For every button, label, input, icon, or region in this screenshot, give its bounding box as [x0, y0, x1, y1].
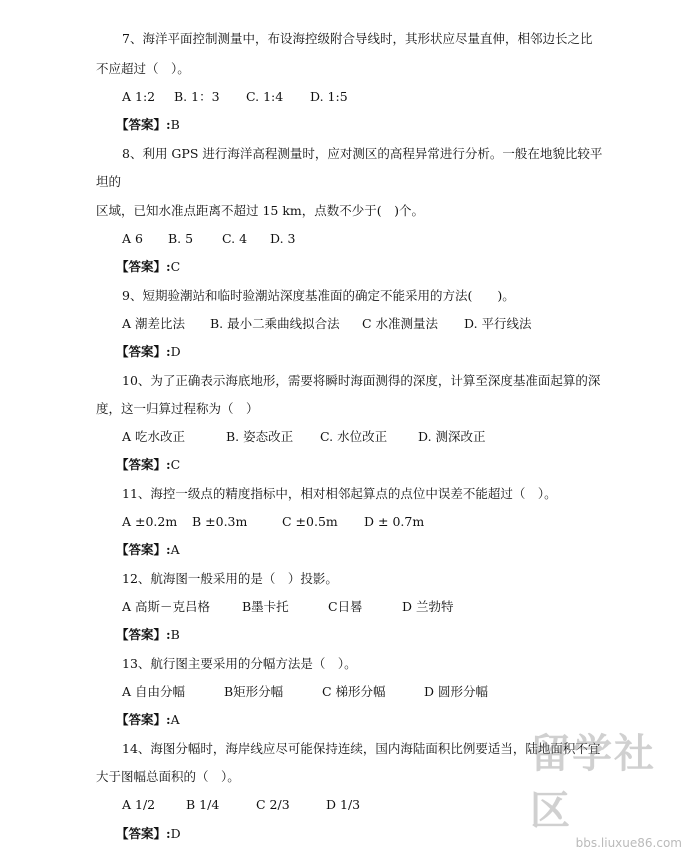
question-10-line-2: 度，这一归算过程称为（ ）: [96, 401, 259, 416]
option-d: D. 平行线法: [464, 316, 532, 331]
option-b: B. 1：3: [174, 89, 220, 104]
watermark-url: bbs.liuxue86.com: [575, 836, 682, 850]
answer-value: C: [170, 259, 181, 274]
answer-label: 【答案】:: [116, 627, 171, 642]
question-9-answer: [116, 344, 181, 360]
question-9-options: [122, 316, 532, 332]
option-b: B 1/4: [186, 797, 220, 812]
question-11-answer: [116, 542, 180, 558]
option-d: D 1/3: [326, 797, 361, 812]
option-c: C 水准测量法: [362, 316, 439, 331]
question-14-answer: [116, 826, 181, 842]
option-b: B. 姿态改正: [226, 429, 294, 444]
question-7-line-2: 不应超过（ ）。: [96, 61, 190, 76]
answer-label: 【答案】:: [116, 117, 171, 132]
question-12-line-1: 12、航海图一般采用的是（ ）投影。: [122, 571, 338, 586]
option-c: C日晷: [328, 599, 363, 614]
option-d: D. 测深改正: [418, 429, 486, 444]
question-8-options: [122, 231, 295, 247]
watermark: [530, 731, 690, 856]
question-12-answer: [116, 627, 180, 643]
option-b: B ±0.3m: [192, 514, 248, 529]
option-d: D. 3: [270, 231, 296, 246]
question-7-line-1: 7、海洋平面控制测量中，布设海控级附合导线时，其形状应尽量直伸，相邻边长之比: [122, 31, 593, 46]
question-8-line-3: 区域，已知水准点距离不超过 15 km，点数不少于( )个。: [96, 203, 425, 218]
question-10-options: [122, 429, 486, 445]
option-c: C. 4: [222, 231, 248, 246]
option-a: A 吃水改正: [122, 429, 186, 444]
question-13-options: [122, 684, 488, 700]
answer-label: 【答案】:: [116, 712, 171, 727]
question-14-line-2: 大于图幅总面积的（ ）。: [96, 769, 240, 784]
option-c: C. 1:4: [246, 89, 284, 104]
option-a: A 潮差比法: [122, 316, 186, 331]
question-9-line-1: 9、短期验潮站和临时验潮站深度基准面的确定不能采用的方法( )。: [122, 288, 515, 303]
question-13-line-1: 13、航行图主要采用的分幅方法是（ ）。: [122, 656, 357, 671]
answer-label: 【答案】:: [116, 344, 171, 359]
answer-value: D: [170, 344, 181, 359]
answer-label: 【答案】:: [116, 259, 171, 274]
answer-label: 【答案】:: [116, 542, 171, 557]
option-a: A 高斯－克吕格: [122, 599, 211, 614]
option-b: B. 5: [168, 231, 194, 246]
option-a: A 6: [122, 231, 143, 246]
option-c: C 梯形分幅: [322, 684, 386, 699]
option-d: D 圆形分幅: [424, 684, 488, 699]
question-8-line-2: 坦的: [96, 174, 122, 189]
answer-value: C: [170, 457, 181, 472]
answer-value: D: [170, 826, 181, 841]
option-d: D. 1:5: [310, 89, 348, 104]
question-12-options: [122, 599, 454, 615]
question-10-line-1: 10、为了正确表示海底地形，需要将瞬时海面测得的深度，计算至深度基准面起算的深: [122, 373, 601, 388]
answer-value: A: [170, 542, 180, 557]
answer-label: 【答案】:: [116, 826, 171, 841]
option-a: A 自由分幅: [122, 684, 186, 699]
option-b: B. 最小二乘曲线拟合法: [210, 316, 340, 331]
question-10-answer: [116, 457, 180, 473]
question-14-line-1: 14、海图分幅时，海岸线应尽可能保持连续，国内海陆面积比例要适当，陆地面积不宜: [122, 741, 601, 756]
question-13-answer: [116, 712, 180, 728]
option-d: D ± 0.7m: [364, 514, 425, 529]
question-11-options: [122, 514, 424, 530]
option-a: A 1/2: [122, 797, 156, 812]
option-c: C ±0.5m: [282, 514, 338, 529]
question-7-options: [122, 89, 348, 105]
answer-value: B: [170, 627, 180, 642]
answer-value: A: [170, 712, 180, 727]
option-d: D 兰勃特: [402, 599, 454, 614]
question-7-answer: [116, 117, 180, 133]
question-8-line-1: 8、利用 GPS 进行海洋高程测量时，应对测区的高程异常进行分析。一般在地貌比较平: [122, 146, 603, 161]
option-b: B墨卡托: [242, 599, 289, 614]
option-a: A 1:2: [122, 89, 156, 104]
option-b: B矩形分幅: [224, 684, 284, 699]
question-8-answer: [116, 259, 180, 275]
answer-label: 【答案】:: [116, 457, 171, 472]
option-a: A ±0.2m: [122, 514, 178, 529]
answer-value: B: [170, 117, 180, 132]
question-14-options: [122, 797, 360, 813]
option-c: C 2/3: [256, 797, 290, 812]
watermark-logo: 留学社区: [530, 731, 656, 834]
option-c: C. 水位改正: [320, 429, 388, 444]
question-11-line-1: 11、海控一级点的精度指标中，相对相邻起算点的点位中误差不能超过（ ）。: [122, 486, 557, 501]
